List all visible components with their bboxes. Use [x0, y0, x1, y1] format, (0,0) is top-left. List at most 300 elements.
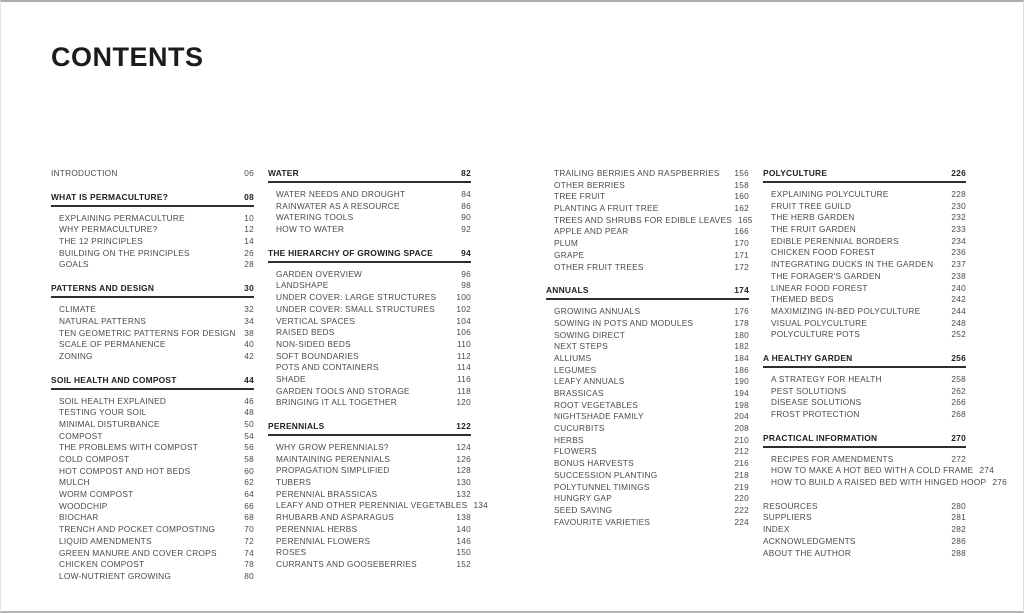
toc-entry — [51, 442, 254, 454]
toc-entry — [763, 409, 966, 421]
entry-label: POLYTUNNEL TIMINGS — [554, 481, 650, 492]
entry-page-number: 138 — [456, 512, 471, 523]
entry-page-number: 176 — [734, 306, 749, 317]
entry-label: PERENNIAL HERBS — [276, 523, 358, 534]
entry-page-number: 68 — [244, 512, 254, 523]
entry-page-number: 228 — [951, 189, 966, 199]
toc-entry — [51, 248, 254, 260]
toc-entry — [51, 419, 254, 431]
entry-label: ROSES — [276, 547, 307, 558]
toc-section — [51, 192, 254, 271]
entry-page-number: 158 — [734, 179, 749, 190]
entry-page-number: 252 — [951, 329, 966, 340]
entry-page-number: 276 — [992, 477, 1007, 488]
entry-label: SHADE — [276, 373, 306, 384]
toc-entry — [763, 512, 966, 524]
toc-entry — [546, 180, 749, 192]
section-title: POLYCULTURE — [763, 168, 828, 178]
entry-page-number: 92 — [461, 224, 471, 235]
toc-entry — [763, 465, 995, 477]
entry-page-number: 166 — [734, 226, 749, 237]
toc-entry — [546, 168, 749, 180]
toc-entry — [268, 280, 471, 292]
toc-column — [546, 168, 753, 528]
entry-label: EXPLAINING PERMACULTURE — [59, 212, 185, 223]
entry-label: MAXIMIZING IN-BED POLYCULTURE — [771, 305, 921, 316]
entry-page-number: 100 — [456, 292, 471, 303]
entry-page-number: 10 — [244, 212, 254, 223]
entry-page-number: 64 — [244, 489, 254, 500]
entry-page-number: 134 — [473, 500, 489, 511]
entry-page-number: 60 — [244, 465, 254, 476]
entry-page-number: 58 — [244, 454, 254, 464]
toc-entry — [546, 353, 749, 365]
section-page-number: 94 — [461, 247, 471, 258]
entry-page-number: 266 — [951, 397, 966, 408]
entry-label: INDEX — [763, 524, 790, 535]
entry-page-number: 14 — [244, 236, 254, 247]
entry-page-number: 182 — [734, 341, 749, 352]
section-header — [546, 285, 749, 300]
entry-label: BUILDING ON THE PRINCIPLES — [59, 247, 190, 258]
entry-label: THE 12 PRINCIPLES — [59, 236, 144, 247]
section-title: A HEALTHY GARDEN — [763, 352, 853, 363]
entry-page-number: 70 — [244, 524, 254, 535]
entry-label: LEGUMES — [554, 364, 597, 375]
toc-entry — [763, 454, 966, 466]
entry-label: VERTICAL SPACES — [276, 315, 356, 326]
toc-entry — [546, 250, 749, 262]
toc-entry — [546, 262, 749, 274]
toc-entry — [763, 294, 966, 306]
toc-section — [51, 283, 254, 362]
toc-entry — [51, 548, 254, 560]
toc-entry — [763, 524, 966, 536]
section-title: ANNUALS — [546, 285, 589, 296]
entry-page-number: 90 — [461, 212, 471, 223]
toc-entry — [546, 365, 749, 377]
entry-label: EXPLAINING POLYCULTURE — [771, 189, 889, 199]
entry-label: COMPOST — [59, 430, 103, 441]
entry-label: LOW-NUTRIENT GROWING — [59, 570, 172, 581]
toc-entry — [763, 501, 966, 513]
entry-page-number: 74 — [244, 547, 254, 558]
toc-entry — [546, 505, 749, 517]
toc-entry — [268, 339, 471, 351]
entry-label: WATER NEEDS AND DROUGHT — [276, 189, 406, 199]
toc-group — [763, 501, 966, 559]
section-page-number: 82 — [461, 168, 471, 178]
toc-entry — [546, 191, 749, 203]
toc-entry — [546, 470, 749, 482]
entry-label: SOWING IN POTS AND MODULES — [554, 317, 694, 328]
entry-page-number: 152 — [456, 558, 471, 569]
toc-entry — [51, 512, 254, 524]
toc-entry — [51, 536, 254, 548]
toc-entry — [546, 493, 749, 505]
entry-label: APPLE AND PEAR — [554, 226, 629, 237]
toc-entry — [546, 458, 749, 470]
toc-section — [268, 421, 489, 571]
entry-label: WHY PERMACULTURE? — [59, 224, 158, 235]
entry-page-number: 32 — [244, 304, 254, 315]
toc-entry — [546, 423, 749, 435]
entry-page-number: 28 — [244, 259, 254, 270]
toc-entry — [51, 559, 254, 571]
toc-entry — [268, 327, 471, 339]
toc-entry — [763, 224, 966, 236]
entry-page-number: 42 — [244, 350, 254, 361]
section-header — [51, 283, 254, 298]
entry-label: FRUIT TREE GUILD — [771, 200, 852, 211]
entry-page-number: 222 — [734, 504, 749, 515]
entry-label: GARDEN TOOLS AND STORAGE — [276, 385, 410, 396]
section-page-number: 30 — [244, 283, 254, 294]
toc-entry — [763, 477, 1007, 489]
entry-label: ACKNOWLEDGMENTS — [763, 535, 856, 546]
entry-label: GARDEN OVERVIEW — [276, 268, 363, 279]
entry-page-number: 172 — [734, 261, 749, 272]
entry-label: ROOT VEGETABLES — [554, 399, 639, 410]
section-page-number: 270 — [951, 432, 966, 443]
entry-page-number: 104 — [456, 315, 471, 326]
entry-label: SUPPLIERS — [763, 512, 812, 523]
toc-entry — [763, 271, 966, 283]
entry-page-number: 238 — [951, 270, 966, 281]
entry-label: POLYCULTURE POTS — [771, 329, 860, 340]
toc-entry — [546, 330, 749, 342]
entry-label: SUCCESSION PLANTING — [554, 469, 658, 480]
entry-page-number: 180 — [734, 329, 749, 340]
toc-entry — [763, 306, 966, 318]
entry-page-number: 240 — [951, 282, 966, 293]
toc-entry — [51, 524, 254, 536]
toc-column — [51, 168, 254, 583]
entry-label: HUNGRY GAP — [554, 493, 612, 504]
entry-page-number: 210 — [734, 434, 749, 445]
entry-page-number: 72 — [244, 535, 254, 546]
entry-page-number: 124 — [456, 442, 471, 452]
entry-page-number: 220 — [734, 493, 749, 504]
entry-label: GREEN MANURE AND COVER CROPS — [59, 547, 217, 558]
entry-label: WORM COMPOST — [59, 489, 134, 500]
section-page-number: 174 — [734, 285, 749, 296]
toc-entry — [268, 224, 471, 236]
entry-label: WOODCHIP — [59, 500, 108, 511]
section-header — [763, 353, 966, 368]
entry-page-number: 86 — [461, 200, 471, 211]
entry-label: BONUS HARVESTS — [554, 458, 634, 469]
entry-label: BRASSICAS — [554, 388, 604, 398]
toc-entry — [546, 238, 749, 250]
entry-page-number: 50 — [244, 418, 254, 429]
toc-entry — [51, 501, 254, 513]
entry-label: HOW TO WATER — [276, 224, 345, 235]
entry-label: THE PROBLEMS WITH COMPOST — [59, 442, 199, 453]
entry-label: FAVOURITE VARIETIES — [554, 516, 651, 527]
toc-entry — [546, 226, 749, 238]
toc-entry — [51, 236, 254, 248]
entry-page-number: 06 — [244, 168, 254, 178]
entry-label: LEAFY ANNUALS — [554, 376, 625, 387]
entry-page-number: 40 — [244, 339, 254, 350]
entry-page-number: 237 — [951, 259, 966, 270]
toc-entry — [268, 397, 471, 409]
entry-page-number: 110 — [457, 338, 471, 349]
entry-label: CHICKEN FOOD FOREST — [771, 247, 876, 258]
entry-page-number: 114 — [457, 362, 471, 373]
toc-entry — [268, 454, 471, 466]
toc-section — [763, 432, 1007, 489]
entry-page-number: 218 — [734, 469, 749, 480]
entry-label: BIOCHAR — [59, 512, 99, 523]
entry-page-number: 281 — [951, 512, 966, 523]
toc-entry — [763, 386, 966, 398]
entry-page-number: 26 — [244, 247, 254, 258]
entry-label: VISUAL POLYCULTURE — [771, 317, 868, 328]
toc-section — [763, 353, 966, 421]
entry-page-number: 170 — [734, 238, 749, 249]
section-title: PATTERNS AND DESIGN — [51, 283, 155, 294]
toc-entry — [268, 489, 471, 501]
entry-label: FROST PROTECTION — [771, 409, 860, 419]
section-title: WATER — [268, 168, 299, 178]
entry-page-number: 190 — [734, 376, 749, 387]
toc-entry — [546, 446, 749, 458]
entry-label: SOFT BOUNDARIES — [276, 350, 359, 361]
entry-label: ABOUT THE AUTHOR — [763, 547, 852, 558]
entry-page-number: 280 — [951, 500, 966, 511]
toc-entry — [763, 236, 966, 248]
entry-page-number: 230 — [951, 200, 966, 211]
entry-page-number: 268 — [951, 409, 966, 419]
toc-entry — [546, 214, 753, 227]
entry-page-number: 198 — [734, 399, 749, 410]
toc-entry — [51, 259, 254, 271]
entry-label: TREE FRUIT — [554, 191, 606, 202]
entry-label: CUCURBITS — [554, 423, 605, 434]
toc-entry — [51, 431, 254, 443]
entry-page-number: 242 — [951, 294, 966, 305]
entry-page-number: 62 — [244, 477, 254, 488]
entry-page-number: 272 — [951, 453, 966, 464]
entry-label: MULCH — [59, 477, 90, 488]
entry-page-number: 116 — [457, 373, 471, 384]
toc-entry — [546, 388, 749, 400]
entry-page-number: 132 — [456, 488, 471, 499]
toc-entry — [763, 212, 966, 224]
entry-page-number: 216 — [734, 458, 749, 469]
toc-column — [763, 168, 1007, 559]
entry-label: TESTING YOUR SOIL — [59, 407, 147, 418]
entry-label: CHICKEN COMPOST — [59, 559, 145, 570]
toc-group — [51, 168, 254, 180]
toc-entry — [268, 362, 471, 374]
toc-entry — [51, 396, 254, 408]
toc-entry — [268, 316, 471, 328]
toc-entry — [763, 548, 966, 560]
entry-label: PERENNIAL BRASSICAS — [276, 488, 378, 499]
entry-page-number: 224 — [734, 516, 749, 527]
entry-page-number: 102 — [456, 303, 471, 314]
toc-entry — [51, 489, 254, 501]
entry-label: THE FORAGER'S GARDEN — [771, 270, 881, 281]
toc-section — [51, 375, 254, 583]
entry-page-number: 248 — [951, 317, 966, 328]
toc-entry — [763, 283, 966, 295]
entry-page-number: 282 — [951, 524, 966, 535]
toc-entry — [546, 482, 749, 494]
entry-label: PEST SOLUTIONS — [771, 385, 847, 396]
toc-entry — [268, 536, 471, 548]
entry-page-number: 286 — [951, 535, 966, 546]
section-page-number: 226 — [951, 168, 966, 178]
entry-page-number: 118 — [457, 385, 471, 396]
entry-label: POTS AND CONTAINERS — [276, 362, 379, 373]
section-page-number: 44 — [244, 374, 254, 385]
toc-entry — [268, 201, 471, 213]
entry-label: LIQUID AMENDMENTS — [59, 535, 152, 546]
entry-page-number: 288 — [951, 547, 966, 558]
entry-page-number: 146 — [456, 535, 471, 546]
toc-entry — [268, 524, 471, 536]
entry-page-number: 160 — [734, 191, 749, 202]
section-title: PRACTICAL INFORMATION — [763, 432, 878, 443]
section-title: SOIL HEALTH AND COMPOST — [51, 374, 177, 385]
toc-entry — [268, 559, 471, 571]
entry-label: PERENNIAL FLOWERS — [276, 535, 371, 546]
toc-entry — [268, 512, 471, 524]
toc-entry — [268, 351, 471, 363]
entry-page-number: 208 — [734, 423, 749, 434]
section-header — [268, 248, 471, 263]
entry-page-number: 80 — [244, 570, 254, 581]
section-title: THE HIERARCHY OF GROWING SPACE — [268, 247, 433, 258]
entry-page-number: 234 — [951, 235, 966, 246]
entry-label: MINIMAL DISTURBANCE — [59, 418, 160, 429]
entry-label: COLD COMPOST — [59, 454, 130, 464]
toc-entry — [51, 351, 254, 363]
section-header — [51, 375, 254, 390]
entry-label: BRINGING IT ALL TOGETHER — [276, 397, 397, 408]
entry-page-number: 204 — [734, 411, 749, 422]
section-page-number: 122 — [456, 421, 471, 431]
toc-entry — [763, 318, 966, 330]
entry-page-number: 38 — [244, 327, 254, 338]
entry-label: LANDSHAPE — [276, 280, 329, 291]
entry-page-number: 66 — [244, 500, 254, 511]
toc-entry — [51, 407, 254, 419]
entry-label: LINEAR FOOD FOREST — [771, 282, 868, 293]
toc-entry — [268, 269, 471, 281]
entry-label: UNDER COVER: LARGE STRUCTURES — [276, 292, 437, 303]
section-header — [51, 192, 254, 207]
entry-label: NIGHTSHADE FAMILY — [554, 411, 644, 422]
entry-page-number: 219 — [734, 481, 749, 492]
toc-entry — [546, 318, 749, 330]
entry-page-number: 165 — [738, 214, 753, 225]
toc-entry — [268, 189, 471, 201]
entry-label: LEAFY AND OTHER PERENNIAL VEGETABLES — [276, 500, 468, 511]
entry-label: HOT COMPOST AND HOT BEDS — [59, 465, 191, 476]
entry-page-number: 96 — [461, 268, 471, 279]
entry-page-number: 171 — [734, 249, 749, 260]
entry-label: INTEGRATING DUCKS IN THE GARDEN — [771, 259, 934, 270]
entry-label: INTRODUCTION — [51, 168, 118, 178]
toc-entry — [51, 224, 254, 236]
toc-entry — [268, 477, 471, 489]
entry-label: OTHER FRUIT TREES — [554, 261, 644, 272]
entry-label: HOW TO MAKE A HOT BED WITH A COLD FRAME — [771, 465, 974, 476]
entry-label: ALLIUMS — [554, 352, 592, 363]
entry-label: A STRATEGY FOR HEALTH — [771, 373, 882, 384]
entry-label: PLANTING A FRUIT TREE — [554, 203, 659, 214]
entry-page-number: 48 — [244, 407, 254, 418]
toc-entry — [546, 306, 749, 318]
entry-label: THE HERB GARDEN — [771, 212, 855, 223]
toc-entry — [546, 341, 749, 353]
entry-label: SOWING DIRECT — [554, 329, 626, 340]
entry-label: OTHER BERRIES — [554, 179, 626, 190]
entry-page-number: 78 — [244, 559, 254, 570]
entry-page-number: 184 — [734, 352, 749, 363]
entry-label: CURRANTS AND GOOSEBERRIES — [276, 558, 417, 569]
entry-label: CLIMATE — [59, 304, 97, 315]
entry-label: RAISED BEDS — [276, 327, 335, 338]
entry-page-number: 233 — [951, 224, 966, 235]
entry-page-number: 194 — [734, 388, 749, 398]
entry-page-number: 212 — [734, 446, 749, 457]
entry-page-number: 262 — [951, 385, 966, 396]
toc-entry — [268, 212, 471, 224]
toc-group — [546, 168, 753, 273]
entry-page-number: 46 — [244, 395, 254, 406]
toc-entry — [268, 386, 471, 398]
entry-label: TUBERS — [276, 477, 312, 488]
entry-page-number: 178 — [734, 317, 749, 328]
toc-entry — [546, 400, 749, 412]
toc-entry — [763, 397, 966, 409]
entry-label: MAINTAINING PERENNIALS — [276, 453, 391, 464]
entry-label: GRAPE — [554, 249, 585, 260]
entry-page-number: 274 — [979, 465, 995, 476]
toc-entry — [51, 213, 254, 225]
toc-entry — [51, 477, 254, 489]
entry-page-number: 232 — [951, 212, 966, 223]
entry-page-number: 140 — [456, 523, 471, 534]
entry-label: THE FRUIT GARDEN — [771, 224, 856, 235]
toc-entry — [268, 374, 471, 386]
toc-entry — [546, 203, 749, 215]
toc-entry — [51, 339, 254, 351]
toc-entry — [763, 374, 966, 386]
entry-label: HOW TO BUILD A RAISED BED WITH HINGED HOOP — [771, 477, 987, 488]
entry-page-number: 120 — [456, 397, 471, 408]
toc-entry — [51, 571, 254, 583]
section-header — [763, 168, 966, 183]
toc-entry — [268, 465, 471, 477]
entry-label: NATURAL PATTERNS — [59, 315, 147, 326]
entry-page-number: 112 — [457, 350, 471, 361]
toc-entry — [546, 517, 749, 529]
toc-section — [763, 168, 966, 341]
toc-entry — [268, 547, 471, 559]
entry-label: GROWING ANNUALS — [554, 306, 641, 317]
entry-page-number: 98 — [461, 280, 471, 291]
entry-page-number: 106 — [456, 327, 471, 338]
toc-entry — [268, 292, 471, 304]
entry-label: DISEASE SOLUTIONS — [771, 397, 862, 408]
